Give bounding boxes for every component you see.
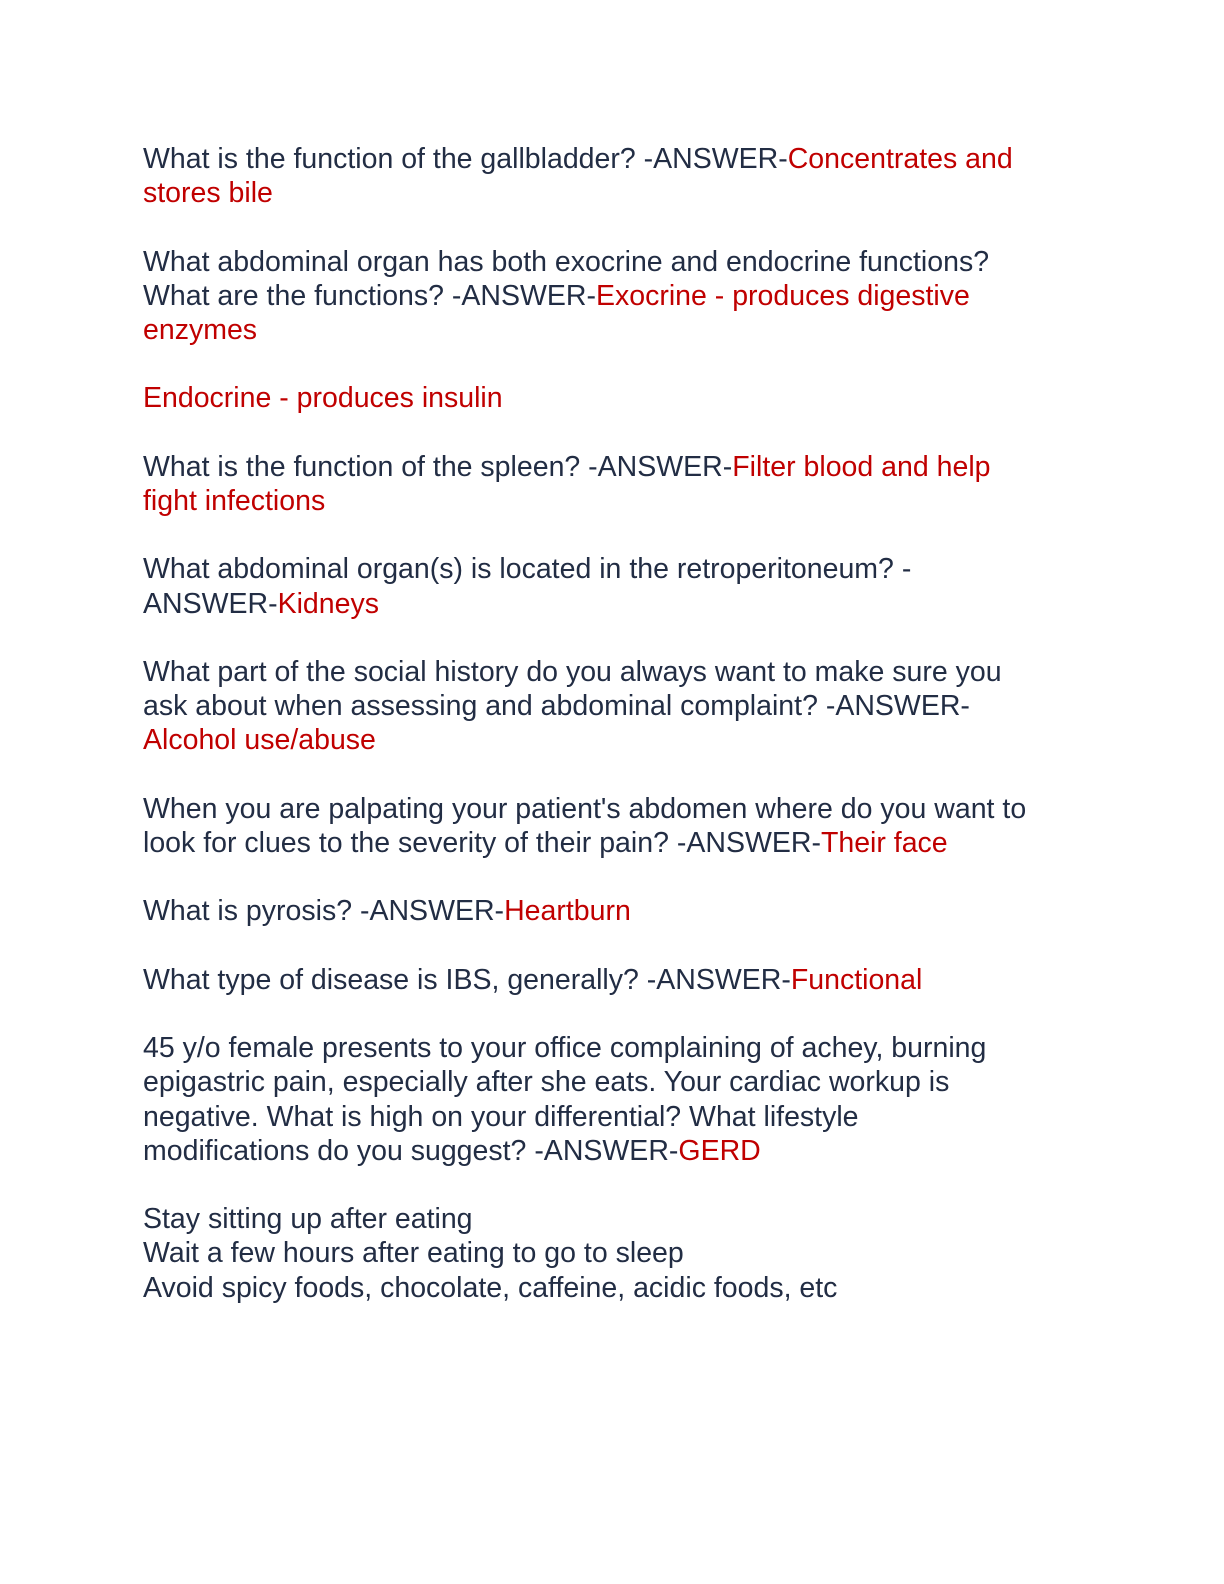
qa-item: What is the function of the gallbladder? -ANSWER-Concentrates and stores bile [143, 143, 1013, 210]
qa-item: What abdominal organ has both exocrine and endocrine functions? What are the functions? -ANSWER-Exocrine - produces digestive enzymes [143, 245, 990, 346]
qa-answer-continued: Endocrine - produces insulin [143, 382, 503, 415]
document-page [143, 142, 1083, 1339]
lifestyle-list: Stay sitting up after eating Wait a few hours after eating to go to sleep Avoid spicy foods, chocolate, caffeine, acidic foods, etc [143, 1203, 838, 1304]
qa-item: What is pyrosis? -ANSWER-Heartburn [143, 895, 631, 928]
qa-item: What is the function of the spleen? -ANSWER-Filter blood and help fight infections [143, 450, 991, 517]
qa-item: What part of the social history do you always want to make sure you ask about when assessing and abdominal complaint? -ANSWER- Alcohol use/abuse [143, 655, 1002, 757]
qa-item: What abdominal organ(s) is located in the retroperitoneum? - ANSWER-Kidneys [143, 553, 912, 620]
qa-item: When you are palpating your patient's abdomen where do you want to look for clues to the severity of their pain? -ANSWER-Their face [143, 792, 1027, 859]
qa-item: What type of disease is IBS, generally? -ANSWER-Functional [143, 963, 923, 996]
qa-item: 45 y/o female presents to your office complaining of achey, burning epigastric pain, especially after she eats. Your cardiac workup is negative. What is high on your differential? What lifestyle modifications do you suggest? -ANSWER-GERD [143, 1032, 987, 1167]
